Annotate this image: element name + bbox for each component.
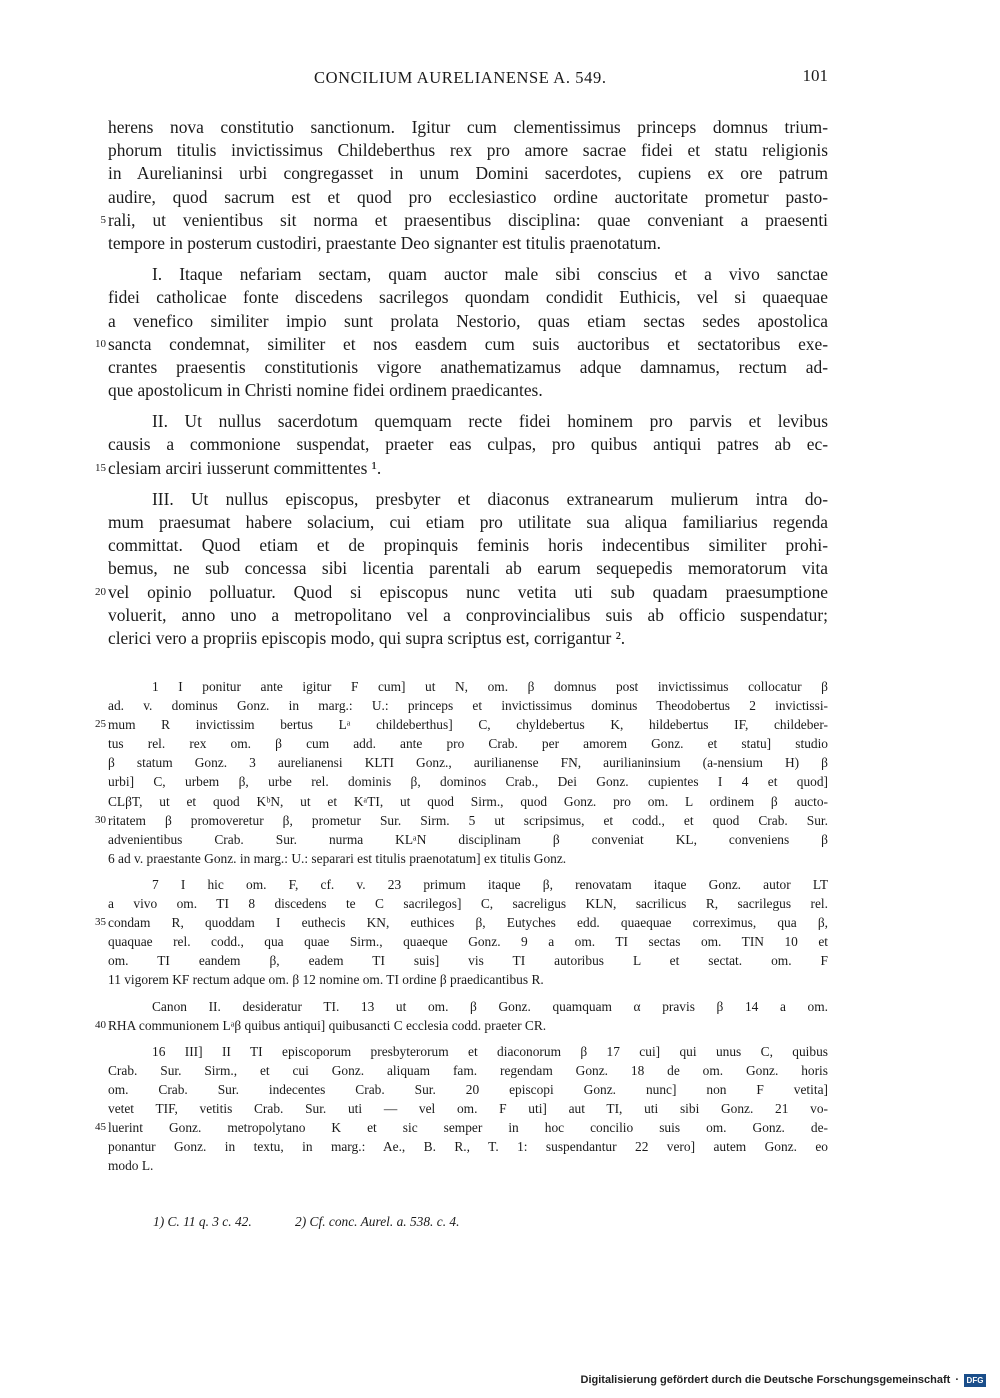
apparatus-line: urbi] C, urbem β, urbe rel. dominis β, dominos Crab., Dei Gonz. cupientes I 4 et quod] — [108, 774, 828, 790]
text-line: committat. Quod etiam et de propinquis feminis horis indecentibus similiter prohi- — [108, 535, 828, 556]
text-line: I. Itaque nefariam sectam, quam auctor male sibi conscius et a vivo sanctae — [152, 264, 828, 285]
footnote-1: 1) C. 11 q. 3 c. 42. — [153, 1214, 252, 1229]
text-line: II. Ut nullus sacerdotum quemquam recte fidei hominem pro parvis et levibus — [152, 411, 828, 432]
text-line: phorum titulis invictissimus Childeberthus rex pro amore sacrae fidei et statu religionis — [108, 140, 828, 161]
apparatus-line: 7 I hic om. F, cf. v. 23 primum itaque β, renovatam itaque Gonz. autor LT — [152, 876, 828, 892]
text-line: clesiam arciri iusserunt committentes ¹. — [108, 457, 382, 478]
apparatus-line: condam R, quoddam I euthecis KN, euthices β, Eutyches edd. quaequae correximus, qua β, — [108, 915, 828, 931]
text-line: causis a commonione suspendat, praeter eas culpas, pro quibus antiqui patres ab ec- — [108, 434, 828, 455]
paragraph-gap — [108, 990, 828, 997]
paragraph-gap — [108, 255, 828, 263]
text-line: mum praesumat habere solacium, cui etiam pro utilitate sua aliqua familiarius regenda — [108, 512, 828, 532]
footnote-2: 2) Cf. conc. Aurel. a. 538. c. 4. — [295, 1214, 460, 1229]
main-text — [95, 116, 828, 650]
apparatus-line: modo L. — [108, 1158, 154, 1174]
digitization-credit — [581, 1372, 986, 1388]
apparatus-line: Canon II. desideratur TI. 13 ut om. β Gonz. quamquam α pravis β 14 a om. — [152, 998, 828, 1014]
text-line: que apostolicum in Christi nomine fidei ordinem praedicantes. — [108, 380, 543, 401]
apparatus-line: advenientibus Crab. Sur. nurma KLᵃN disciplinam β conveniat KL, conveniens β — [108, 831, 828, 847]
text-line: rali, ut venientibus sit norma et praesentibus disciplina: quae conveniant a praesenti — [108, 209, 828, 230]
text-line: voluerit, anno uno a metropolitano vel a conprovincialibus suis ab officio suspendatur; — [108, 604, 828, 625]
apparatus-line: quaquae rel. codd., qua quae Sirm., quaeque Gonz. 9 a om. TI sectas om. TIN 10 et — [108, 934, 828, 950]
apparatus-line: 1 I ponitur ante igitur F cum] ut N, om. β domnus post invictissimus collocatur β — [152, 679, 828, 694]
apparatus-line: vetet TIF, vetitis Crab. Sur. uti — vel om. F uti] aut TI, uti sibi Gonz. 21 vo- — [108, 1100, 828, 1116]
line-number: 45 — [95, 1121, 106, 1133]
text-line: bemus, ne sub concessa sibi licentia parentali ab earum sequepedis memoratorum vita — [108, 558, 828, 579]
line-number: 40 — [95, 1019, 106, 1031]
apparatus-line: 16 III] II TI episcoporum presbyterorum et diaconorum β 17 cui] qui unus C, quibus — [152, 1043, 828, 1059]
apparatus-line: Crab. Sur. Sirm., et cui Gonz. aliquam fam. regendam Gonz. 18 de om. Gonz. horis — [108, 1062, 828, 1078]
dfg-logo-icon: DFG — [964, 1374, 986, 1387]
paragraph-gap — [108, 1035, 828, 1042]
text-line: III. Ut nullus episcopus, presbyter et diaconus extranearum mulierum intra do- — [152, 488, 828, 509]
line-number: 20 — [95, 586, 106, 598]
apparatus-line: mum R invictissim bertus Lᵃ childeberthus] C, chyldebertus K, hildebertus IF, childeber- — [108, 717, 828, 733]
paragraph-gap — [108, 402, 828, 410]
text-line: in Aurelianinsi urbi congregasset in unum Domini sacerdotes, cupiens ex ore patrum — [108, 163, 828, 184]
text-line: a venefico similiter impio sunt prolata Nestorio, quas etiam sectas sedes apostolica — [108, 310, 828, 331]
line-number: 10 — [95, 338, 106, 350]
line-number: 5 — [100, 214, 106, 226]
credit-separator: · — [955, 1374, 959, 1386]
line-number: 30 — [95, 814, 106, 826]
apparatus-line: tus rel. rex om. β cum add. ante pro Crab. per amorem Gonz. et statu] studio — [108, 736, 828, 752]
text-line: tempore in posterum custodiri, praestante Deo signanter est titulis praenotatum. — [108, 232, 661, 253]
text-line: crantes praesentis constitutionis vigore anathematizamus adque damnamus, rectum ad- — [108, 356, 828, 377]
page-header — [108, 68, 828, 92]
apparatus-line: 6 ad v. praestante Gonz. in marg.: U.: separari est titulis praenotatum] ex titulis Gonz. — [108, 850, 567, 866]
text-line: vel opinio polluatur. Quod si episcopus nunc vetita uti sub quadam praesumptione — [108, 581, 828, 602]
credit-text: Digitalisierung gefördert durch die Deutsche Forschungsgemeinschaft — [580, 1374, 951, 1386]
line-number: 25 — [95, 718, 106, 730]
apparatus-line: β statum Gonz. 3 aurelianensi KLTI Gonz., aurilianense FN, aurilianinsium (a-nensium H) β — [108, 755, 828, 771]
apparatus-line: luerint Gonz. metropolytano K et sic semper in hoc concilio suis om. Gonz. de- — [108, 1120, 828, 1136]
apparatus-line: om. TI eandem β, eadem TI suis] vis TI autoribus L et sectat. om. F — [108, 953, 828, 969]
apparatus-line: RHA communionem Lᵃβ quibus antiqui] quibusancti C ecclesia codd. praeter CR. — [108, 1017, 547, 1033]
text-line: audire, quod sacrum est et quod pro ecclesiastico ordine auctoritate prometur pasto- — [108, 186, 828, 207]
footnotes — [153, 1214, 499, 1230]
apparatus-line: ad. v. dominus Gonz. in marg.: U.: princeps et invictissimus dominus Theodobertus 2 invictissi- — [108, 698, 828, 714]
line-number: 35 — [95, 916, 106, 928]
apparatus-line: a vivo om. TI 8 discedens te C sacrilegos] C, sacreligus KLN, sacrilicus R, sacrilegus rel. — [108, 896, 828, 912]
apparatus-line: ritatem β promoveretur β, prometur Sur. Sirm. 5 ut scripsimus, et codd., et quod Crab. Sur. — [108, 812, 828, 828]
apparatus-line: CLβT, ut et quod KᵇN, ut et KᵃTI, ut quod Sirm., quod Gonz. pro om. L ordinem β aucto- — [108, 793, 828, 809]
paragraph-gap — [108, 480, 828, 488]
paragraph-gap — [108, 868, 828, 875]
apparatus-line: om. Crab. Sur. indecentes Crab. Sur. 20 episcopi Gonz. nunc] non F vetita] — [108, 1081, 828, 1097]
line-number: 15 — [95, 462, 106, 474]
apparatus-line: ponantur Gonz. in textu, in marg.: Ae., B. R., T. 1: suspendantur 22 vero] autem Gonz. eo — [108, 1139, 828, 1155]
text-line: fidei catholicae fonte discedens sacrilegos quondam condidit Euthicis, vel si quaequae — [108, 287, 828, 308]
critical-apparatus — [95, 677, 828, 1175]
text-line: sancta condemnat, similiter et nos easdem cum suis auctoribus et sectatoribus exe- — [108, 333, 828, 354]
text-line: clerici vero a propriis episcopis modo, qui supra scriptus est, corrigantur ². — [108, 627, 626, 648]
text-line: herens nova constitutio sanctionum. Igitur cum clementissimus princeps domnus trium- — [108, 117, 828, 137]
page-number: 101 — [802, 66, 828, 85]
apparatus-line: 11 vigorem KF rectum adque om. β 12 nomine om. TI ordine β praedicantibus R. — [108, 972, 544, 988]
running-title: CONCILIUM AURELIANENSE A. 549. — [314, 68, 607, 87]
